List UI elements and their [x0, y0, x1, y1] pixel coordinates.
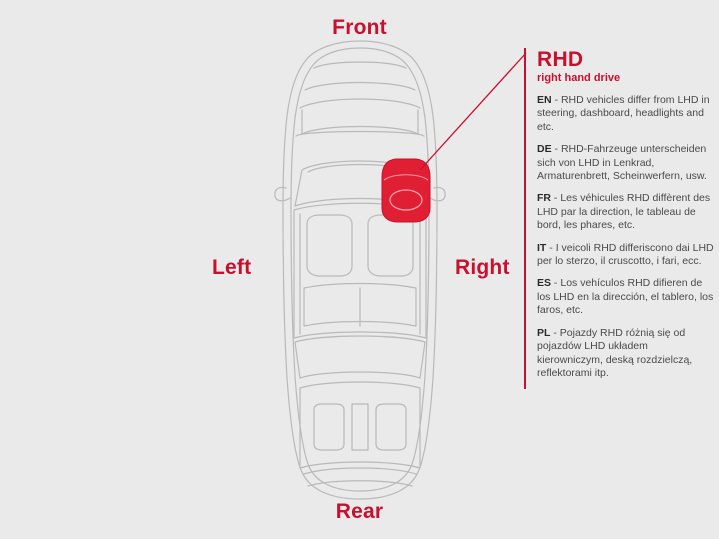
language-text: Les véhicules RHD diffèrent des LHD par la direction, le tableau de bord, les phares, etc. [537, 192, 711, 232]
language-separator: - [546, 241, 556, 254]
orientation-label-front: Front [332, 16, 387, 39]
language-code: IT [537, 241, 547, 254]
seats [304, 215, 416, 326]
language-separator: - [551, 277, 561, 290]
language-block-fr [537, 192, 715, 232]
car-body-outline [283, 41, 437, 499]
language-text: Pojazdy RHD różnią się od pojazdów LHD układem kierowniczym, deską rozdzielczą, reflektorami itp. [537, 326, 693, 379]
language-block-pl [537, 327, 715, 381]
language-separator: - [551, 143, 561, 156]
language-block-en [537, 94, 715, 134]
language-text: RHD-Fahrzeuge unterscheiden sich von LHD in Lenkrad, Armaturenbrett, Scheinwerfern, usw. [537, 143, 707, 183]
orientation-label-rear: Rear [335, 500, 384, 523]
language-code: PL [537, 326, 551, 339]
rear-deck-detail [300, 382, 420, 486]
language-block-de [537, 143, 715, 183]
language-block-es [537, 277, 715, 317]
language-code: FR [537, 192, 551, 205]
rear-window [295, 336, 425, 378]
language-code: EN [537, 94, 552, 106]
language-code: ES [537, 277, 552, 290]
language-separator: - [551, 94, 561, 106]
language-separator: - [551, 192, 561, 205]
car-top-view-illustration [244, 38, 476, 502]
language-block-it [537, 242, 715, 269]
rhd-info-panel [524, 48, 715, 389]
language-descriptions [537, 94, 715, 380]
callout-subtitle: right hand drive [537, 72, 621, 84]
callout-title: RHD [537, 48, 584, 71]
windshield [295, 161, 425, 206]
language-separator: - [550, 326, 560, 339]
language-text: Los vehículos RHD difieren de los LHD en la dirección, el tablero, los faros, etc. [537, 277, 714, 317]
language-text: I veicoli RHD differiscono dai LHD per lo sterzo, il cruscotto, i fari, ecc. [537, 241, 714, 268]
orientation-label-right: Right [455, 256, 510, 279]
language-text: RHD vehicles differ from LHD in steering, dashboard, headlights and etc. [537, 94, 710, 133]
language-code: DE [537, 143, 552, 156]
orientation-label-left: Left [212, 256, 252, 279]
front-hood-detail [296, 62, 424, 136]
